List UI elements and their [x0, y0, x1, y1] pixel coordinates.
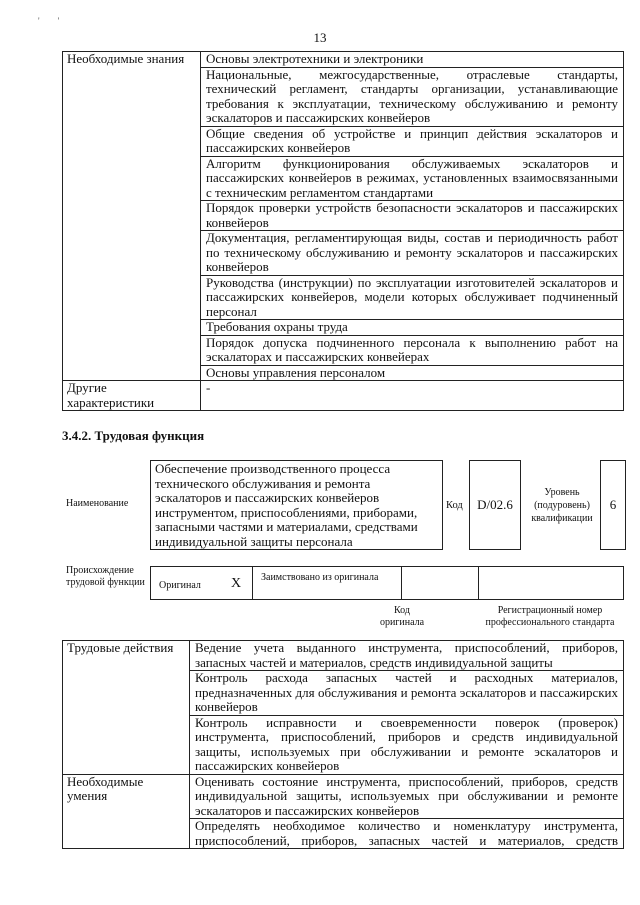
code-value-box: D/02.6: [469, 460, 521, 550]
table-cell: Руководства (инструкции) по эксплуатации изготовителей эскалаторов и пассажирских конвейеров, модели которых обслуживает подчиненный персонал: [201, 275, 624, 320]
table-cell: -: [201, 381, 624, 411]
table-cell: Определять необходимое количество и номенклатуру инструмента, приспособлений, приборов, запасных частей и материалов, средств: [190, 819, 624, 849]
table-cell: Контроль расхода запасных частей и расходных материалов, предназначенных для обслуживания и ремонта эскалаторов и пассажирских конвейеров: [190, 671, 624, 716]
table-row: [63, 52, 624, 68]
table-row: [63, 381, 624, 411]
level-value-box: 6: [600, 460, 626, 550]
code-label: Код: [446, 500, 463, 511]
table-cell: Основы электротехники и электроники: [201, 52, 624, 68]
table-cell: Общие сведения об устройстве и принцип действия эскалаторов и пассажирских конвейеров: [201, 126, 624, 156]
origin-borrowed-cell: [252, 566, 402, 600]
origin-row: [150, 566, 624, 600]
section-heading: 3.4.2. Трудовая функция: [62, 428, 205, 443]
origin-mark: X: [231, 576, 242, 591]
row-label: Необходимые знания: [63, 52, 201, 381]
row-label: Трудовые действия: [63, 641, 190, 775]
row-label: Необходимые умения: [63, 774, 190, 849]
corner-mark: ': [38, 16, 58, 26]
table-cell: Требования охраны труда: [201, 320, 624, 336]
table-cell: Документация, регламентирующая виды, состав и периодичность работ по техническому обслуживанию и ремонту эскалаторов и пассажирских конвейеров: [201, 231, 624, 276]
caption-reg-number: Регистрационный номер профессионального стандарта: [485, 605, 615, 628]
row-label: Другие характеристики: [63, 381, 201, 411]
table-cell: Порядок допуска подчиненного персонала к выполнению работ на эскалаторах и пассажирских конвейерах: [201, 335, 624, 365]
actions-table: [62, 640, 624, 849]
table-cell: Ведение учета выданного инструмента, приспособлений, приборов, запасных частей и материалов, средств индивидуальной защиты: [190, 641, 624, 671]
origin-original-label: Оригинал: [159, 580, 201, 591]
level-label: Уровень (подуровень) квалификации: [531, 487, 593, 524]
knowledge-table: [62, 51, 624, 411]
function-name-box: Обеспечение производственного процесса технического обслуживания и ремонта эскалаторов и пассажирских конвейеров инструментом, приспособлениями, приборами, запасными частями и материалами, средствами индивидуальной защиты персонала: [150, 460, 443, 550]
table-cell: Основы управления персоналом: [201, 365, 624, 381]
table-cell: Национальные, межгосударственные, отраслевые стандарты, технический регламент, стандарты организации, устанавливающие требования к эксплуатации, техническому обслуживанию и ремонту эскалаторов и пассажирских конвейеров: [201, 67, 624, 126]
table-cell: Порядок проверки устройств безопасности эскалаторов и пассажирских конвейеров: [201, 201, 624, 231]
origin-reg-cell: [478, 566, 624, 600]
table-cell: Оценивать состояние инструмента, приспособлений, приборов, средств индивидуальной защиты, используемых при обслуживании и ремонте эскалаторов и пассажирских конвейеров: [190, 774, 624, 819]
caption-code: Код оригинала: [379, 605, 425, 628]
origin-label: Происхождение трудовой функции: [66, 565, 145, 588]
corner-marks: [38, 16, 77, 26]
table-cell: Контроль исправности и своевременности поверок (проверок) инструмента, приспособлений, приборов и средств индивидуальной защиты, используемых при обслуживании и ремонте эскалаторов и пассажирских конвейеров: [190, 715, 624, 774]
corner-mark: ': [57, 16, 78, 26]
table-row: [63, 774, 624, 819]
origin-code-cell: [401, 566, 479, 600]
name-label: Наименование: [66, 498, 129, 509]
origin-borrowed-label: Заимствовано из оригинала: [261, 572, 379, 583]
table-cell: Алгоритм функционирования обслуживаемых эскалаторов и пассажирских конвейеров в режимах, установленных взаимосвязанными с техническим регламентом стандартами: [201, 156, 624, 201]
table-row: [63, 641, 624, 671]
page-number: 13: [313, 30, 327, 45]
